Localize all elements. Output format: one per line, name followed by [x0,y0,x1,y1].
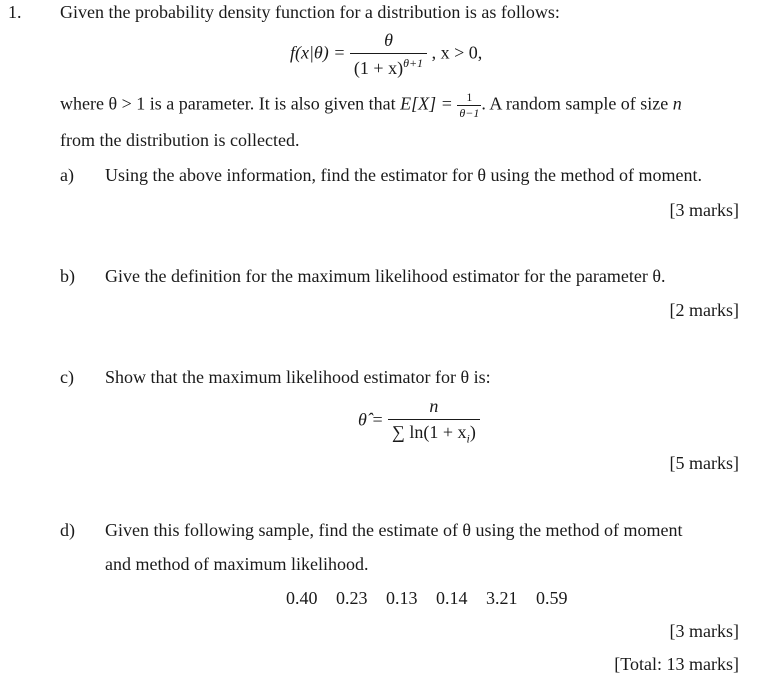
pdf-denominator-exponent: θ+1 [403,56,424,70]
pdf-denominator-base: (1 + x) [353,58,404,78]
mle-fraction [388,396,480,447]
part-c-marks: [5 marks] [669,453,739,473]
where-text: where θ > 1 is a parameter. It is also given that [60,93,396,114]
mle-denominator-sub: i [466,431,470,446]
where-line [60,90,682,121]
part-a-text: Using the above information, find the estimator for θ using the method of moment. [105,165,703,185]
expectation-lhs: E[X] = [400,93,453,114]
sample-value: 0.23 [336,588,368,608]
part-b-label: b) [60,266,75,286]
part-b-marks: [2 marks] [669,300,739,320]
mle-formula [358,396,480,447]
part-d-text-line1: Given this following sample, find the estimate of θ using the method of moment [105,520,683,540]
part-d-label: d) [60,520,75,540]
part-c-text: Show that the maximum likelihood estimator for θ is: [105,367,491,387]
part-d-text-line2: and method of maximum likelihood. [105,554,369,574]
expectation-denominator: θ−1 [459,106,480,120]
pdf-lhs: f(x|θ) = [290,42,346,63]
sample-value: 0.40 [286,588,318,608]
part-c-label: c) [60,367,74,387]
pdf-numerator: θ [384,30,393,50]
sample-value: 0.13 [386,588,418,608]
part-a-label: a) [60,165,74,185]
mle-numerator: n [429,396,439,416]
mle-lhs: θ̂ = [358,409,384,430]
sample-value: 0.59 [536,588,568,608]
part-b-text: Give the definition for the maximum likelihood estimator for the parameter θ. [105,266,666,286]
sample-value: 3.21 [486,588,518,608]
pdf-condition: , x > 0, [431,42,483,63]
expectation-tail: . A random sample of size [481,93,669,114]
collected-text: from the distribution is collected. [60,130,300,150]
pdf-formula [290,30,482,79]
pdf-fraction [350,30,427,79]
pdf-denominator [350,53,427,79]
question-number: 1. [8,2,22,22]
mle-denominator [388,419,480,447]
total-marks: [Total: 13 marks] [614,654,739,674]
expectation-fraction [457,90,481,121]
part-a-marks: [3 marks] [669,200,739,220]
sample-value: 0.14 [436,588,468,608]
question-intro: Given the probability density function for a distribution is as follows: [60,2,560,22]
mle-denominator-close: ) [469,422,476,442]
part-d-marks: [3 marks] [669,621,739,641]
sample-size-variable: n [672,93,682,114]
sample-values [286,588,568,609]
expectation-numerator: 1 [466,90,473,104]
mle-denominator-main: ∑ ln(1 + x [392,422,467,442]
